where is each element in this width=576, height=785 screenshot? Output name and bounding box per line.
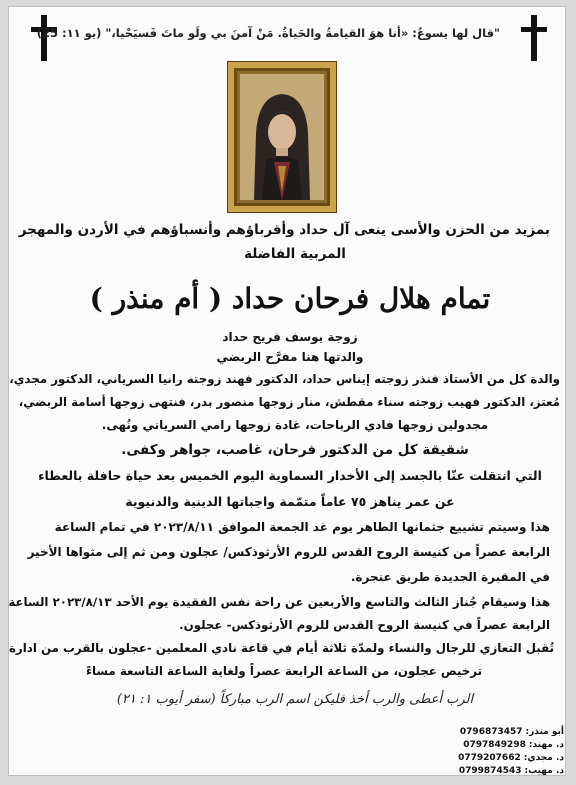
portrait-frame bbox=[228, 62, 336, 212]
children-line-2: مُعتز، الدكتور فهيب زوجته سناء مقطش، منار زوجها منصور بدر، فنتهى زوجها أسامة الربضي، bbox=[18, 395, 560, 409]
memorial-line-1: هذا وسيقام جُناز الثالث والتاسع والأربعين عن راحة نفس الفقيدة يوم الأحد ٢٠٢٣/٨/١٣ الساعة bbox=[8, 595, 550, 609]
funeral-line-1: هذا وسيتم تشييع جثمانها الطاهر يوم غد الجمعة الموافق ٢٠٢٣/٨/١١ في تمام الساعة bbox=[54, 520, 550, 534]
contact-label: د. مهند: bbox=[528, 740, 564, 750]
contact-number: 0779207662 bbox=[458, 753, 521, 763]
funeral-line-2: الرابعة عصراً من كنيسة الروح القدس للروم الأرثوذكس/ عجلون ومن ثم إلى مثواها الأخير bbox=[27, 545, 550, 559]
closing-verse: الرب أعطى والرب أخذ فليكن اسم الرب مباركاً (سفر أيوب ١: ٢١) bbox=[116, 692, 474, 707]
contact-row bbox=[459, 726, 564, 739]
death-line-2: عن عمر يناهز ٧٥ عاماً متمّمة واجباتها الدينية والدنيوية bbox=[125, 494, 455, 509]
spouse-line: زوجة يوسف فريح حداد bbox=[222, 330, 358, 344]
announcement-intro: بمزيد من الحزن والأسى ينعى آل حداد وأقرباؤهم وأنسباؤهم في الأردن والمهجر bbox=[18, 222, 550, 238]
condolence-line-2: ترخيص عجلون، من الساعة الرابعة عصراً ولغاية الساعة التاسعة مساءً bbox=[85, 664, 483, 678]
contact-row bbox=[458, 752, 564, 765]
contact-row bbox=[463, 739, 564, 752]
announcement-title: المربية الفاضلة bbox=[244, 246, 346, 262]
children-line-3: مجدولين زوجها فادي الرباحات، غادة زوجها رامي السرياني ونُهى. bbox=[101, 418, 489, 432]
contact-number: 0796873457 bbox=[459, 727, 523, 737]
deceased-name: تمام هلال فرحان حداد ( أم منذر ) bbox=[89, 282, 491, 315]
condolence-line-1: تُقبل التعازي للرجال والنساء ولمدّة ثلاثة أيام في قاعة نادي المعلمين -عجلون بالقرب من ادارة bbox=[8, 641, 554, 655]
death-line-1: التي انتقلت عنّا بالجسد إلى الأخدار السماوية اليوم الخميس بعد حياة حافلة بالعطاء bbox=[38, 468, 542, 483]
children-line-1: والدة كل من الأستاذ فنذر زوجته إيناس حداد، الدكتور فهند زوجته رانيا السرياني، الدكتور مجدي، bbox=[9, 372, 560, 386]
contact-label: د. مهيب: bbox=[524, 766, 564, 776]
memorial-line-2: الرابعة عصراً في كنيسة الروح القدس للروم الأرثوذكس- عجلون. bbox=[179, 618, 550, 632]
bible-verse: "قال لها يسوعُ: «أنا هوَ القيامةُ والحَياةُ. مَنْ آمنَ بي ولَو ماتَ فَسيَحْيا،" (يو ١١: 25) bbox=[36, 26, 500, 40]
contact-row bbox=[458, 765, 564, 778]
funeral-line-3: في المقبرة الجديدة طريق عنجرة. bbox=[350, 570, 550, 584]
cross-right-icon bbox=[521, 15, 547, 61]
contact-list bbox=[458, 726, 564, 778]
contact-label: د. مجدي: bbox=[523, 753, 564, 763]
siblings-line: شقيقة كل من الدكتور فرحان، غاصب، جواهر وكفى. bbox=[121, 442, 469, 458]
mother-line: والدتها هنا مفرَّح الربضي bbox=[216, 350, 364, 364]
portrait-photo bbox=[240, 74, 324, 200]
contact-label: أبو منذر: bbox=[525, 727, 564, 737]
contact-number: 0797849298 bbox=[463, 740, 526, 750]
contact-number: 0799874543 bbox=[458, 766, 522, 776]
